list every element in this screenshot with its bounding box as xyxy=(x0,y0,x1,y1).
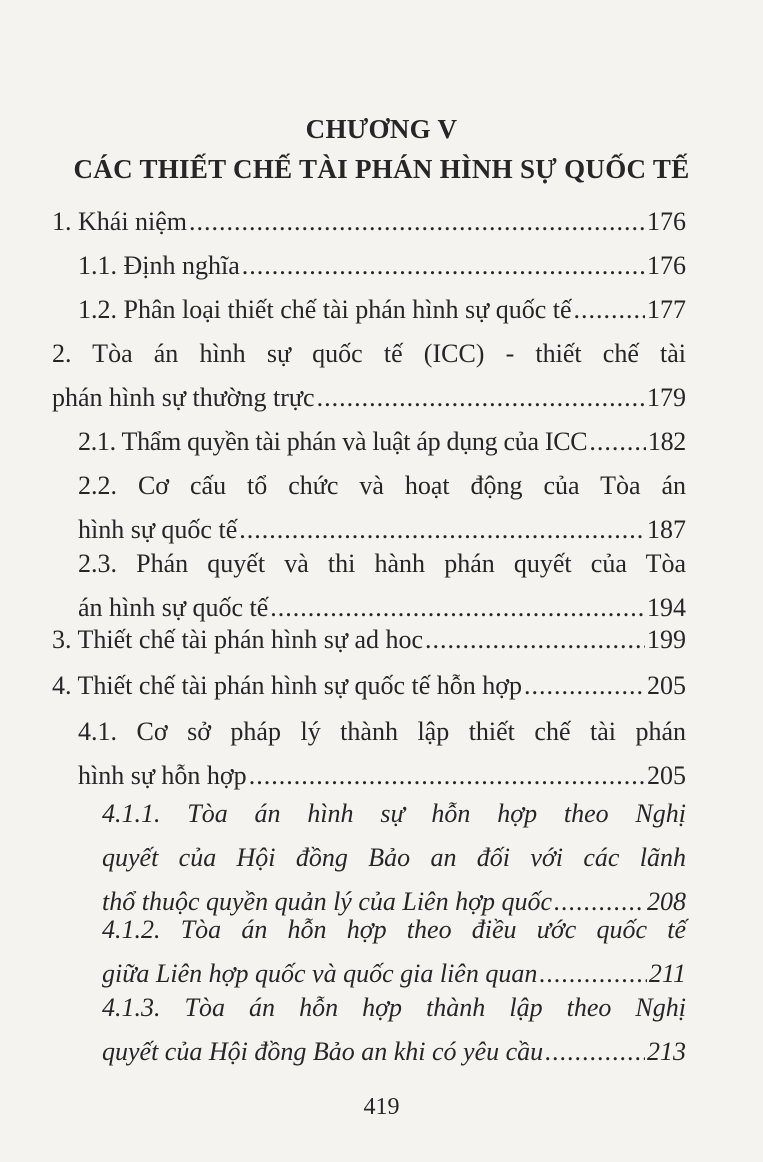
toc-entry-2[interactable] xyxy=(52,336,686,424)
toc-entry-title: 2.2. Cơ cấu tổ chức và hoạt động của Tòa án xyxy=(78,471,686,500)
dot-leader xyxy=(574,292,645,328)
dot-leader xyxy=(539,956,647,992)
toc-entry-title-cont: hình sự hỗn hợp xyxy=(78,761,247,790)
toc-entry-title: 4.1.3. Tòa án hỗn hợp thành lập theo Nghị xyxy=(102,993,686,1022)
toc-entry-4-1-2[interactable] xyxy=(102,912,686,1000)
dot-leader xyxy=(524,668,645,704)
chapter-title: CÁC THIẾT CHẾ TÀI PHÁN HÌNH SỰ QUỐC TẾ xyxy=(73,154,690,184)
toc-entry-title: 4.1. Cơ sở pháp lý thành lập thiết chế tài phán xyxy=(78,717,686,746)
toc-entry-title: 2.1. Thẩm quyền tài phán và luật áp dụng của ICC xyxy=(78,427,588,456)
toc-entry-title-cont: quyết của Hội đồng Bảo an khi có yêu cầu xyxy=(102,1037,544,1066)
toc-entry-title-cont: phán hình sự thường trực xyxy=(52,383,315,412)
dot-leader xyxy=(249,758,645,794)
toc-entry-title: 1.1. Định nghĩa xyxy=(78,251,240,280)
dot-leader xyxy=(242,248,645,284)
toc-entry-title-cont: án hình sự quốc tế xyxy=(78,593,269,622)
dot-leader xyxy=(317,380,645,416)
toc-page-number: 199 xyxy=(647,625,686,654)
toc-page-number: 177 xyxy=(647,295,686,324)
page-number: 419 xyxy=(363,1094,400,1120)
toc-page-number: 205 xyxy=(647,761,686,790)
toc-entry-title: 2.3. Phán quyết và thi hành phán quyết của Tòa xyxy=(78,549,686,578)
toc-entry-title: 4.1.2. Tòa án hỗn hợp theo điều ước quốc tế xyxy=(102,915,686,944)
dot-leader xyxy=(545,1034,645,1070)
toc-entry-2-3[interactable] xyxy=(78,546,686,634)
toc-entry-title: 4. Thiết chế tài phán hình sự quốc tế hỗn hợp xyxy=(52,671,522,700)
toc-page-number: 182 xyxy=(647,427,686,456)
dot-leader xyxy=(589,424,646,460)
toc-entry-3[interactable] xyxy=(52,622,686,666)
toc-page-number: 211 xyxy=(648,959,686,988)
toc-page-number: 205 xyxy=(647,671,686,700)
dot-leader xyxy=(270,590,645,626)
toc-entry-1-1[interactable] xyxy=(78,248,686,292)
dot-leader xyxy=(239,512,645,548)
toc-entry-title: 2. Tòa án hình sự quốc tế (ICC) - thiết chế tài xyxy=(52,339,686,368)
toc-entry-4[interactable] xyxy=(52,668,686,712)
toc-entry-title: 1.2. Phân loại thiết chế tài phán hình sự quốc tế xyxy=(78,295,572,324)
dot-leader xyxy=(425,622,645,658)
toc-entry-2-1[interactable] xyxy=(78,424,686,468)
toc-entry-title-cont: hình sự quốc tế xyxy=(78,515,238,544)
toc-page-number: 179 xyxy=(647,383,686,412)
toc-entry-title: 1. Khái niệm xyxy=(52,207,188,236)
dot-leader xyxy=(189,204,645,240)
toc-page-number: 176 xyxy=(647,207,686,236)
toc-page-number: 187 xyxy=(647,515,686,544)
chapter-number: CHƯƠNG V xyxy=(305,114,458,144)
toc-page-number: 213 xyxy=(647,1037,686,1066)
toc-page-number: 194 xyxy=(647,593,686,622)
toc-page-number: 176 xyxy=(647,251,686,280)
toc-entry-title-cont: thổ thuộc quyền quản lý của Liên hợp quốc xyxy=(102,887,553,916)
toc-page-number: 208 xyxy=(647,887,686,916)
toc-entry-1-2[interactable] xyxy=(78,292,686,336)
toc-entry-4-1[interactable] xyxy=(78,714,686,802)
toc-entry-4-1-1[interactable] xyxy=(102,796,686,928)
toc-entry-title-cont: giữa Liên hợp quốc và quốc gia liên quan xyxy=(102,959,538,988)
toc-entry-title: 3. Thiết chế tài phán hình sự ad hoc xyxy=(52,625,424,654)
toc-entry-1[interactable] xyxy=(52,204,686,248)
toc-entry-title-cont: quyết của Hội đồng Bảo an đối với các lãnh xyxy=(102,843,686,872)
toc-entry-2-2[interactable] xyxy=(78,468,686,556)
toc-entry-title: 4.1.1. Tòa án hình sự hỗn hợp theo Nghị xyxy=(102,799,686,828)
toc-entry-4-1-3[interactable] xyxy=(102,990,686,1078)
